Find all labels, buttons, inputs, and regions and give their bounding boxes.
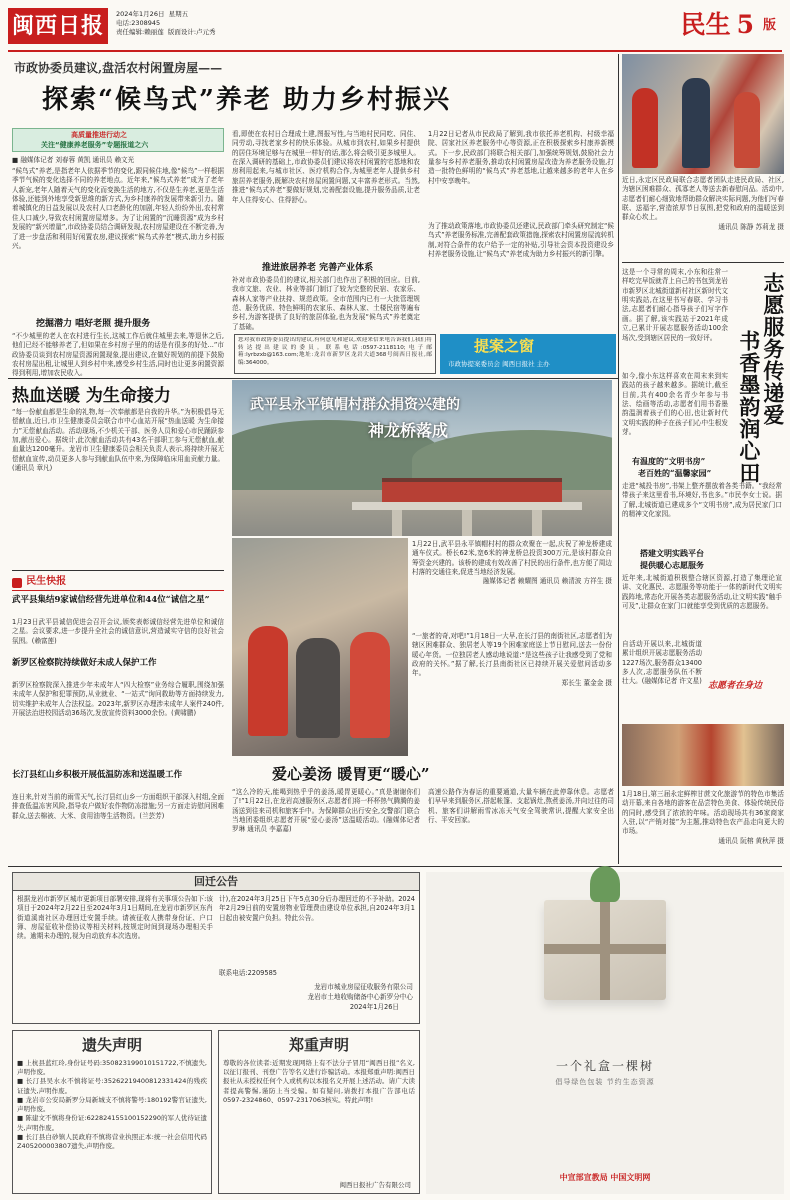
public-service-ad <box>426 872 784 1194</box>
list-item: ■ 上杭县蓝红玲,身份证号码:350823199010151722,不慎遗失,声明作废。 <box>17 1059 207 1077</box>
statement-title: 郑重声明 <box>288 1036 349 1054</box>
lead-col2-text <box>232 130 420 260</box>
recall-body-1: 根据龙岩市新罗区城市更新项目部署安排,现将有关事项公告如下:该项目于2024年2月22日至2024年3月1日期间,在龙岩市新罗区东肖街道溪南社区办理回迁安置手续。请被征收人携带身份证、户口簿、房屋征收补偿协议等相关材料,按规定时间到现场办理相关手续。逾期未办理的,视为自动放弃本次选房。 <box>17 895 213 941</box>
list-item: ■ 陈建文不慎将身份证:622824155100152290的军人优待证遗失,声明作废。 <box>17 1114 207 1132</box>
right-vertical-headline-2: 书香墨韵润心田 <box>736 330 762 484</box>
bridge-caption-text: 1月22日,武平县永平镇帽村村的群众欢聚在一起,庆祝了神龙桥建成通车仪式。桥长62米,宽6米的神龙桥总投资300万元,是该村群众自筹资金兴建的。该桥的建成有效改善了村民的出行条件,也方便了周边村落的交通往来,促进当地经济发展。 <box>412 540 612 577</box>
bridge-photo <box>232 380 612 536</box>
ad-tagline: 一个礼盒一棵树 <box>555 1059 654 1073</box>
lead-col1-text <box>12 167 224 314</box>
blood-body: “每一份献血都是生命的礼物,每一次奉献都是自我的升华。”为积极倡导无偿献血,近日,市卫生健康委员会联合市中心血站开展“热血送暖 为生命接力”无偿献血活动。活动现场,不少机关干部、医务人员和爱心市民踊跃参加,献出爱心。据统计,此次献血活动共有43名干部职工参与无偿献血,献血量达1200毫升。龙岩市卫生健康委员会相关负责人表示,将持续开展无偿献血宣传,动员更多人参与到献血队伍中来,为保障临床用血贡献力量。(通讯员 章凡) <box>12 408 224 473</box>
proposal-window-sub: 市政协提案委员会 闽西日报社 主办 <box>448 360 550 368</box>
blood-headline: 热血送暖 为生命接力 <box>12 386 171 406</box>
person-figure <box>632 88 658 168</box>
recall-org-2: 龙岩市土地收购储备中心新罗分中心 <box>307 993 413 1001</box>
volunteers-photo-credit: 郑长生 董金金 摄 <box>561 678 612 687</box>
editor-credit: 责任编辑:赖丽莲 <box>116 28 164 36</box>
lead-byline: ■ 融媒体记者 刘春蓉 黄凯 通讯员 赖文光 <box>12 156 135 164</box>
right-body-5: 近年来,北城街道积极整合辖区资源,打造了集理论宣讲、文化惠民、志愿服务等功能于一体的新时代文明实践阵地,常态化开展各类志愿服务活动,让文明实践“触手可及”,让群众在家门口就能享受到优质的志愿服务。 <box>622 574 782 611</box>
right-vertical-headline-1: 志愿服务传递爱 <box>760 272 786 426</box>
bridge-pier <box>392 510 402 536</box>
volunteers-street-photo <box>622 54 784 174</box>
bridge-photo-credit: 融媒体记者 赖耀图 通讯员 赖清波 方祥生 摄 <box>482 577 612 586</box>
lost-notice <box>12 1030 212 1194</box>
section-name <box>681 8 754 42</box>
contact-notice-box <box>234 334 436 374</box>
banner-line1: 高质量推进行动之 <box>71 131 127 139</box>
ad-subtitle: 倡导绿色包装 节约生态资源 <box>555 1078 655 1086</box>
lost-list <box>17 1059 207 1191</box>
page-number: 5 <box>736 10 754 39</box>
recall-org-1: 龙岩市城业房屋征收服务有限公司 <box>314 983 413 991</box>
right-caption-1-text: 近日,永定区民政局联合志愿者团队走进民政局、社区,为辖区困难群众、孤寡老人等送去新春慰问品。活动中,志愿者们耐心细致地帮助群众解决实际问题,为他们写春联、送福字,营造浓厚节日氛围,把党和政府的温暖送到群众心坎上。 <box>622 176 784 222</box>
lead-subhead-1: 挖掘潜力 唱好老照 提升服务 <box>36 319 151 329</box>
statement-notice <box>218 1030 420 1194</box>
lost-title: 遗失声明 <box>81 1036 142 1054</box>
list-item: ■ 长汀县吴水水不慎将证号:35262219400812331424的残疾证遗失,声明作废。 <box>17 1077 207 1095</box>
right-photo-credit-7: 通讯员 阮榕 黄秋萍 摄 <box>718 836 784 845</box>
volunteer-stamp: 志愿者在身边 <box>708 681 763 691</box>
statement-body: 尊敬的各位读者:近期发现网络上有不法分子冒用“闽西日报”名义,以征订报刊、刊登广告等名义进行诈骗活动。本报郑重声明:闽西日报社从未授权任何个人或机构以本报名义开展上述活动。请广大读者提高警惕,谨防上当受骗。如有疑问,请拨打本报广告部电话0597-2324860、0597-2317063核实。特此声明! <box>223 1059 415 1104</box>
ad-footer: 中宣部宣教局 中国文明网 <box>559 1173 651 1182</box>
lead-paragraph-2: “不少城里的老人在农村进行生长,这城工作后就住城里去来,等退休之后,他们已经不能够养老了,但如果在乡村房子里的的话是有很多的好处...”市政协委员谈到农村房屋资源闲置现象,提出建议,在做好规划的前提下鼓励农村房屋出租,让城里人到乡村中来,感受乡村生活,同时也让更多闲置资源得到利用,增加农民收入。 <box>12 332 224 378</box>
brief-item-body: 新罗区检察院深入推进少年未成年人“四大检察”业务综合履职,围绕加强未成年人保护和犯罪预防,从业就业、“一站式”询问救助等方面持续发力,切实维护未成年人合法权益。2023年,新罗区办理涉未成年人案件240件,开展法治进校园活动36场次,发放宣传资料3000余份。(黄啸鹏) <box>12 681 224 718</box>
bridge-deck <box>352 502 582 510</box>
recall-notice <box>12 872 420 1024</box>
right-subhead-1: 有温度的“文明书房” <box>632 456 706 466</box>
list-item: ■ 长汀县白砂镇人民政府不慎将营业执照正本:统一社会信用代码Z405200003807遗失,声明作废。 <box>17 1132 207 1150</box>
banner-line2: 关注“健康养老服务”专题报道之六 <box>41 141 149 149</box>
lead-col3-text-b <box>428 222 614 322</box>
bridge-pier <box>532 510 542 536</box>
recall-body-2: 计),在2024年3月25日下午5点30分后办理回迁的不予补助。2024年2月29日前的安置房物业管理费由建设单位承担,自2024年3月1日起由被安置户负担。特此公告。 <box>219 895 415 922</box>
issue-date: 2024年1月26日 <box>116 10 165 18</box>
ginger-headline: 爱心姜汤 暖胃更“暖心” <box>272 765 430 783</box>
section-label: 民生 <box>680 10 731 39</box>
brief-label-text: 民生快报 <box>26 576 67 587</box>
volunteers-caption <box>412 632 612 728</box>
right-caption-1 <box>622 176 784 260</box>
bridge-pier <box>462 510 472 536</box>
person-figure <box>734 92 760 168</box>
issue-weekday: 星期五 <box>168 10 189 18</box>
person-figure <box>350 632 390 738</box>
person-figure <box>296 638 340 738</box>
contact-notice-text: 您对我市政协委员提出的建议,有何意见和建议,欢迎来信来电告诉我们,我们将转达提出建议的委员。联系电话:0597-2118110;电子邮箱:lyrbzxb@163.com;地址:龙岩市新罗区龙岩大道368号闽西日报社,邮编:364000。 <box>238 337 432 366</box>
hotline: 电话:2308945 <box>116 19 161 27</box>
list-item: ■ 龙岩市公安局新罗分局新城支不慎将警号:180192警官证遗失,声明作废。 <box>17 1095 207 1114</box>
proposal-window-banner <box>440 334 616 374</box>
right-subhead-3: 搭建文明实践平台 <box>640 548 704 558</box>
topic-banner <box>12 128 224 152</box>
brief-item-title: 长汀县红山乡积极开展低温防冻和送温暖工作 <box>12 770 183 780</box>
ginger-body-1: “这么冷的天,能喝到热乎乎的姜汤,暖胃更暖心。”真是谢谢你们了!”1月22日,在龙岩高速服务区,志愿者们将一杯杯热气腾腾的姜汤送到往来司机和旅客手中。为保障群众出行安全,交警部门联合当地团委组织志愿者开展“爱心姜汤”送温暖活动。(融媒体记者 罗琳 通讯员 李嘉嘉) <box>232 788 420 834</box>
recall-date: 2024年1月26日 <box>349 1003 399 1011</box>
right-caption-7-text: 1月18日,第三届永定鲜榨甘蔗文化旅游节的特色市集活动开幕,来自各地的游客在品尝特色美食、体验传统民俗的同时,感受到了浓浓的年味。活动现场共有36家商家入驻,以“产销对接”为主题,推动特色农产品走向更大的市场。 <box>622 790 784 836</box>
person-figure <box>682 78 710 168</box>
market-photo <box>622 724 784 786</box>
right-caption-7 <box>622 790 784 862</box>
brief-label <box>12 575 224 591</box>
lead-paragraph-1: “候鸟式”养老,是指老年人依据季节的变化,跟同候住地,像“候鸟”一样根据季节气候的变化选择不同的养老地点。近年来,“候鸟式养老”成为了老年人新宠,老年人随着天气的变化而变换生活的地方,不仅是生养老,更是生活体验,还能到外地享受新思维的新方式,为乡村康养的发展带来新引力。随着城镇化的日益发展以及农村人口老龄化的加剧,年轻人纷纷外出,农村常住人口减少,导致农村闲置房屋增多。为了让闲置的“沉睡资源”成为乡村发展的“新兴增量”,市政协委员结合调研发现,农村房屋建设在不断完善,为了进一步盘活和利用好闲置农房,建议探索“候鸟式养老”模式,助力乡村振兴。 <box>12 167 224 250</box>
right-body-3: 如今,像小东这样喜欢在周末来到实践站的孩子越来越多。据统计,截至目前,共有400余名青少年参与书法、绘画等活动,志愿者们用书香墨韵温润着孩子们的心田,也让新时代文明实践的种子在孩子们心中生根发芽。 <box>622 372 728 437</box>
newspaper-logo: 闽西日报 <box>8 8 108 44</box>
lead-paragraph-3: 看,即使在农村日合理成土建,图报写性,与当地村民同吃、同住、同劳动,寻找老家乡村的快乐体验。从城市到农村,如果乡村提供的居住环境足够与在城里一样好的话,那么将会吸引更多城里人。在深入调研的基础上,市政协委员们建议将农村闲置的宅基地和农房利用起来,与城市社区、医疗机构合作,为城里老年人提供乡村旅居养老服务,既解决农村房屋闲置问题,又丰富养老形式。当然,推进“候鸟式养老”要做好规划,完善配套设施,提升服务品质,让老年人住得安心、住得舒心。 <box>232 130 420 204</box>
right-body-2: 这是一个寻常的周末,小东和往常一样吃完早饭就背上自己的书包到龙岩市新罗区北城街道新村社区新时代文明实践站,在这里书写春联、学习书法,志愿者们耐心指导孩子们写字作画。据了解,该实践站于2021年成立,已累计开展志愿服务活动100余场次,受到辖区居民的一致好评。 <box>622 268 728 342</box>
brief-item-title: 新罗区检察院持续做好未成人保护工作 <box>12 658 157 668</box>
lead-subhead-2: 推进旅居养老 完善产业体系 <box>262 263 374 273</box>
brief-icon <box>12 578 22 588</box>
right-photo-credit-1: 通讯员 陈静 苏莉龙 摄 <box>718 222 784 231</box>
recall-title-bar <box>13 873 419 891</box>
right-subhead-4: 提供暖心志愿服务 <box>640 560 704 570</box>
bridge-title-line2: 神龙桥落成 <box>368 421 449 440</box>
volunteers-photo <box>232 538 408 756</box>
masthead <box>8 8 782 48</box>
bridge-title-line1: 武平县永平镇帽村群众捐资兴建的 <box>250 397 460 413</box>
right-body-6: 自活动开展以来,北城街道累计组织开展志愿服务活动1227场次,服务群众13400多人次,志愿服务队伍不断壮大。(融媒体记者 许文星) <box>622 640 702 686</box>
gift-box-image <box>544 900 666 1000</box>
ginger-body-2: 高速公路作为春运的重要通道,大量车辆在此停靠休息。志愿者们早早来到服务区,搭起帐篷、支起锅灶,熬煮姜汤,并向过往的司机、旅客们讲解雨雪冰冻天气安全驾驶常识,提醒大家安全出行、平安回家。 <box>428 788 614 825</box>
tree-icon <box>590 866 620 902</box>
lead-col2-text-b <box>232 276 420 332</box>
page-suffix: 版 <box>762 18 776 33</box>
lead-col3-text <box>428 130 614 220</box>
designer-credit: 版面设计:卢元秀 <box>167 28 216 36</box>
lead-paragraph-5: 1月22日记者从市民政局了解到,我市依托养老机构、村级幸福院、居家社区养老服务中心等资源,正在积极探索乡村康养新模式。下一步,民政部门将联合相关部门,加强统筹规划,鼓励社会力量参与乡村养老服务,推动农村闲置房屋改造为养老服务设施,打造一批特色鲜明的“候鸟式”养老基地,让越来越多的老年人在乡村中安享晚年。 <box>428 130 614 185</box>
lead-headline: 探索“候鸟式”养老 助力乡村振兴 <box>42 85 451 115</box>
right-body-4: 走进“城投书房”,书架上整齐摆放着各类书籍。“我经常带孩子来这里看书,环境好,书也多。”市民李女士说。据了解,北城街道已建成多个“文明书房”,成为居民家门口的精神文化家园。 <box>622 482 782 519</box>
lead-paragraph-4: 补对市政协委员们的建议,相关部门也作出了积极的回应。目前,我市文旅、农业、林业等部门制订了较为完整的民宿、农家乐、森林人家等产业扶持、规范政策。全市范围内已有一大批管理规范、服务优质、特色鲜明的农家乐、森林人家、土楼民宿等遍布乡村,为游客提供了良好的旅居体验,也为发展“候鸟式”养老奠定了基础。 <box>232 276 420 331</box>
recall-contact: 联系电话:2209585 <box>219 969 277 977</box>
volunteers-caption-text: “一旅者的奇,对吧!”1月18日一大早,在长汀县的南街社区,志愿者们为辖区困难群众、独居老人等19个困难家庭送上节日慰问,送去一份份暖心年货。一位独居老人感动地说道:“是这些孩子让我感受到了党和政府的关怀。”据了解,长汀县南街社区已持续开展关爱慰问活动多年。 <box>412 632 612 678</box>
bridge-pavilion <box>382 478 562 502</box>
statement-org: 闽西日报社广告有限公司 <box>339 1181 411 1189</box>
brief-item-body: 连日来,针对当前的雨雪天气,长汀县红山乡一方面组织干部深入村组,全面排查低温冻害风险,指导农户做好农作物防冻措施;另一方面走访慰问困难群众,送去棉被、大米、食用油等生活物资。(兰芸芳) <box>12 793 224 820</box>
person-figure <box>248 626 288 736</box>
masthead-rule <box>8 50 782 52</box>
proposal-window-title: 提案之窗 <box>474 337 535 355</box>
brief-item-body: 1月23日武平县诚信促进会召开会议,颁奖表彰诚信经营先进单位和诚信之星。会议要求,进一步提升全社会的诚信意识,营造诚实守信的良好社会氛围。(赖富莲) <box>12 618 224 645</box>
bridge-caption <box>412 540 612 624</box>
ribbon-horizontal <box>544 944 666 954</box>
brief-item-title: 武平县集结9家诚信经营先进单位和44位“诚信之星” <box>12 595 210 605</box>
lead-kicker: 市政协委员建议,盘活农村闲置房屋—— <box>14 61 223 75</box>
right-subhead-2: 老百姓的“温馨家园” <box>638 468 712 478</box>
lead-paragraph-6: 为了推动政策落地,市政协委员还建议,民政部门牵头研究制定“候鸟式”养老服务标准,完善配套政策措施,探索农村闲置房屋流转机制,对符合条件的农户给予一定的补贴,引导社会资本投资建设乡村养老服务设施,让“候鸟式”养老成为助力乡村振兴的新引擎。 <box>428 222 614 259</box>
recall-title: 回迁公告 <box>194 875 238 888</box>
